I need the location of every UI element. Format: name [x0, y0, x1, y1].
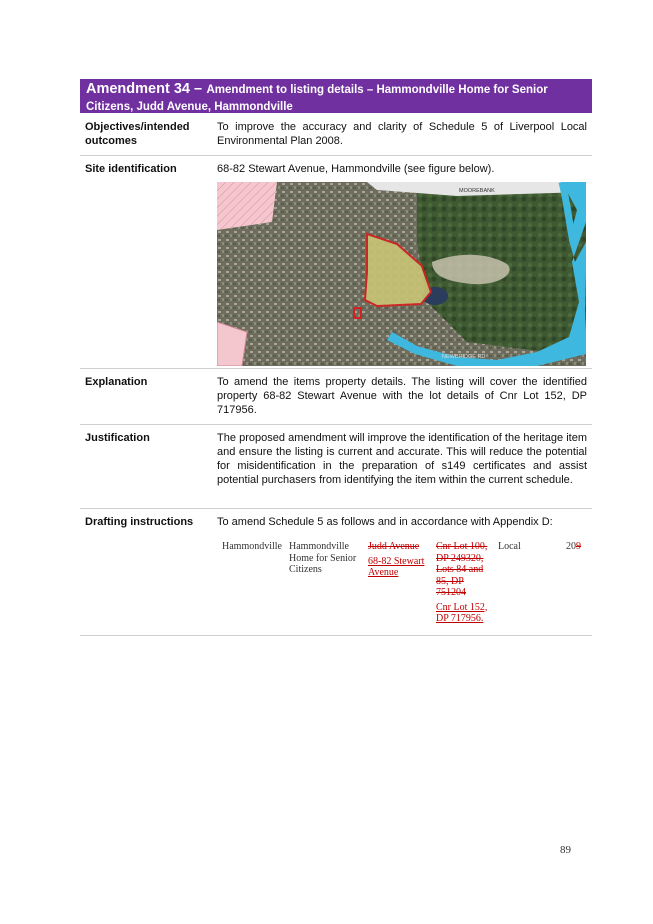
page-number: 89: [560, 844, 571, 856]
aerial-map-svg: [217, 182, 586, 366]
amendment-title: Amendment to listing details – Hammondville Home for Senior Citizens, Judd Avenue, Hammondville: [86, 84, 548, 113]
schedule-address: [368, 541, 430, 579]
item-number-deleted: 9: [576, 541, 581, 552]
drafting-value: To amend Schedule 5 as follows and in accordance with Appendix D:: [217, 516, 553, 528]
justification-row: [80, 425, 592, 509]
amendment-header: [80, 79, 592, 113]
objectives-label: Objectives/intended outcomes: [85, 121, 190, 147]
schedule-item-name: Hammondville Home for Senior Citizens: [289, 541, 357, 575]
objectives-row: [80, 114, 592, 156]
schedule-significance: Local: [498, 541, 521, 552]
map-road-label-top: MOOREBANK: [459, 188, 495, 194]
schedule-suburb: Hammondville: [222, 541, 282, 552]
site-value: 68-82 Stewart Avenue, Hammondville (see figure below).: [217, 163, 495, 175]
site-row: [80, 156, 592, 369]
explanation-row: [80, 369, 592, 425]
lot-inserted: Cnr Lot 152, DP 717956.: [436, 601, 488, 624]
explanation-value: To amend the items property details. The listing will cover the identified property 68-82 Stewart Avenue with the lot details of Cnr Lot 152, DP 717956.: [217, 376, 587, 416]
schedule-5-entry: [217, 541, 587, 627]
item-number-prefix: 20: [566, 541, 576, 552]
justification-label: Justification: [85, 432, 150, 444]
amendment-number: Amendment 34 –: [86, 81, 203, 97]
site-map-image: [217, 182, 586, 366]
drafting-label: Drafting instructions: [85, 516, 194, 528]
explanation-label: Explanation: [85, 376, 148, 388]
map-road-label-bottom: NEWBRIDGE RD: [442, 354, 486, 360]
lot-deleted: Cnr Lot 100, DP 249320, Lots 84 and 85, DP 751204: [436, 541, 488, 598]
site-label: Site identification: [85, 163, 177, 175]
objectives-value: To improve the accuracy and clarity of Schedule 5 of Liverpool Local Environmental Plan 2008.: [217, 121, 587, 147]
schedule-item-number: [566, 541, 588, 553]
address-deleted: Judd Avenue: [368, 541, 420, 552]
address-inserted: 68-82 Stewart Avenue: [368, 555, 425, 578]
drafting-row: [80, 509, 592, 636]
justification-value: The proposed amendment will improve the identification of the heritage item and ensure the listing is current and accurate. This will reduce the potential for misidentification in the preparation of s149 certificates and assist potential purchasers from identifying the item within the current schedule.: [217, 432, 587, 486]
schedule-lot: [436, 541, 492, 625]
